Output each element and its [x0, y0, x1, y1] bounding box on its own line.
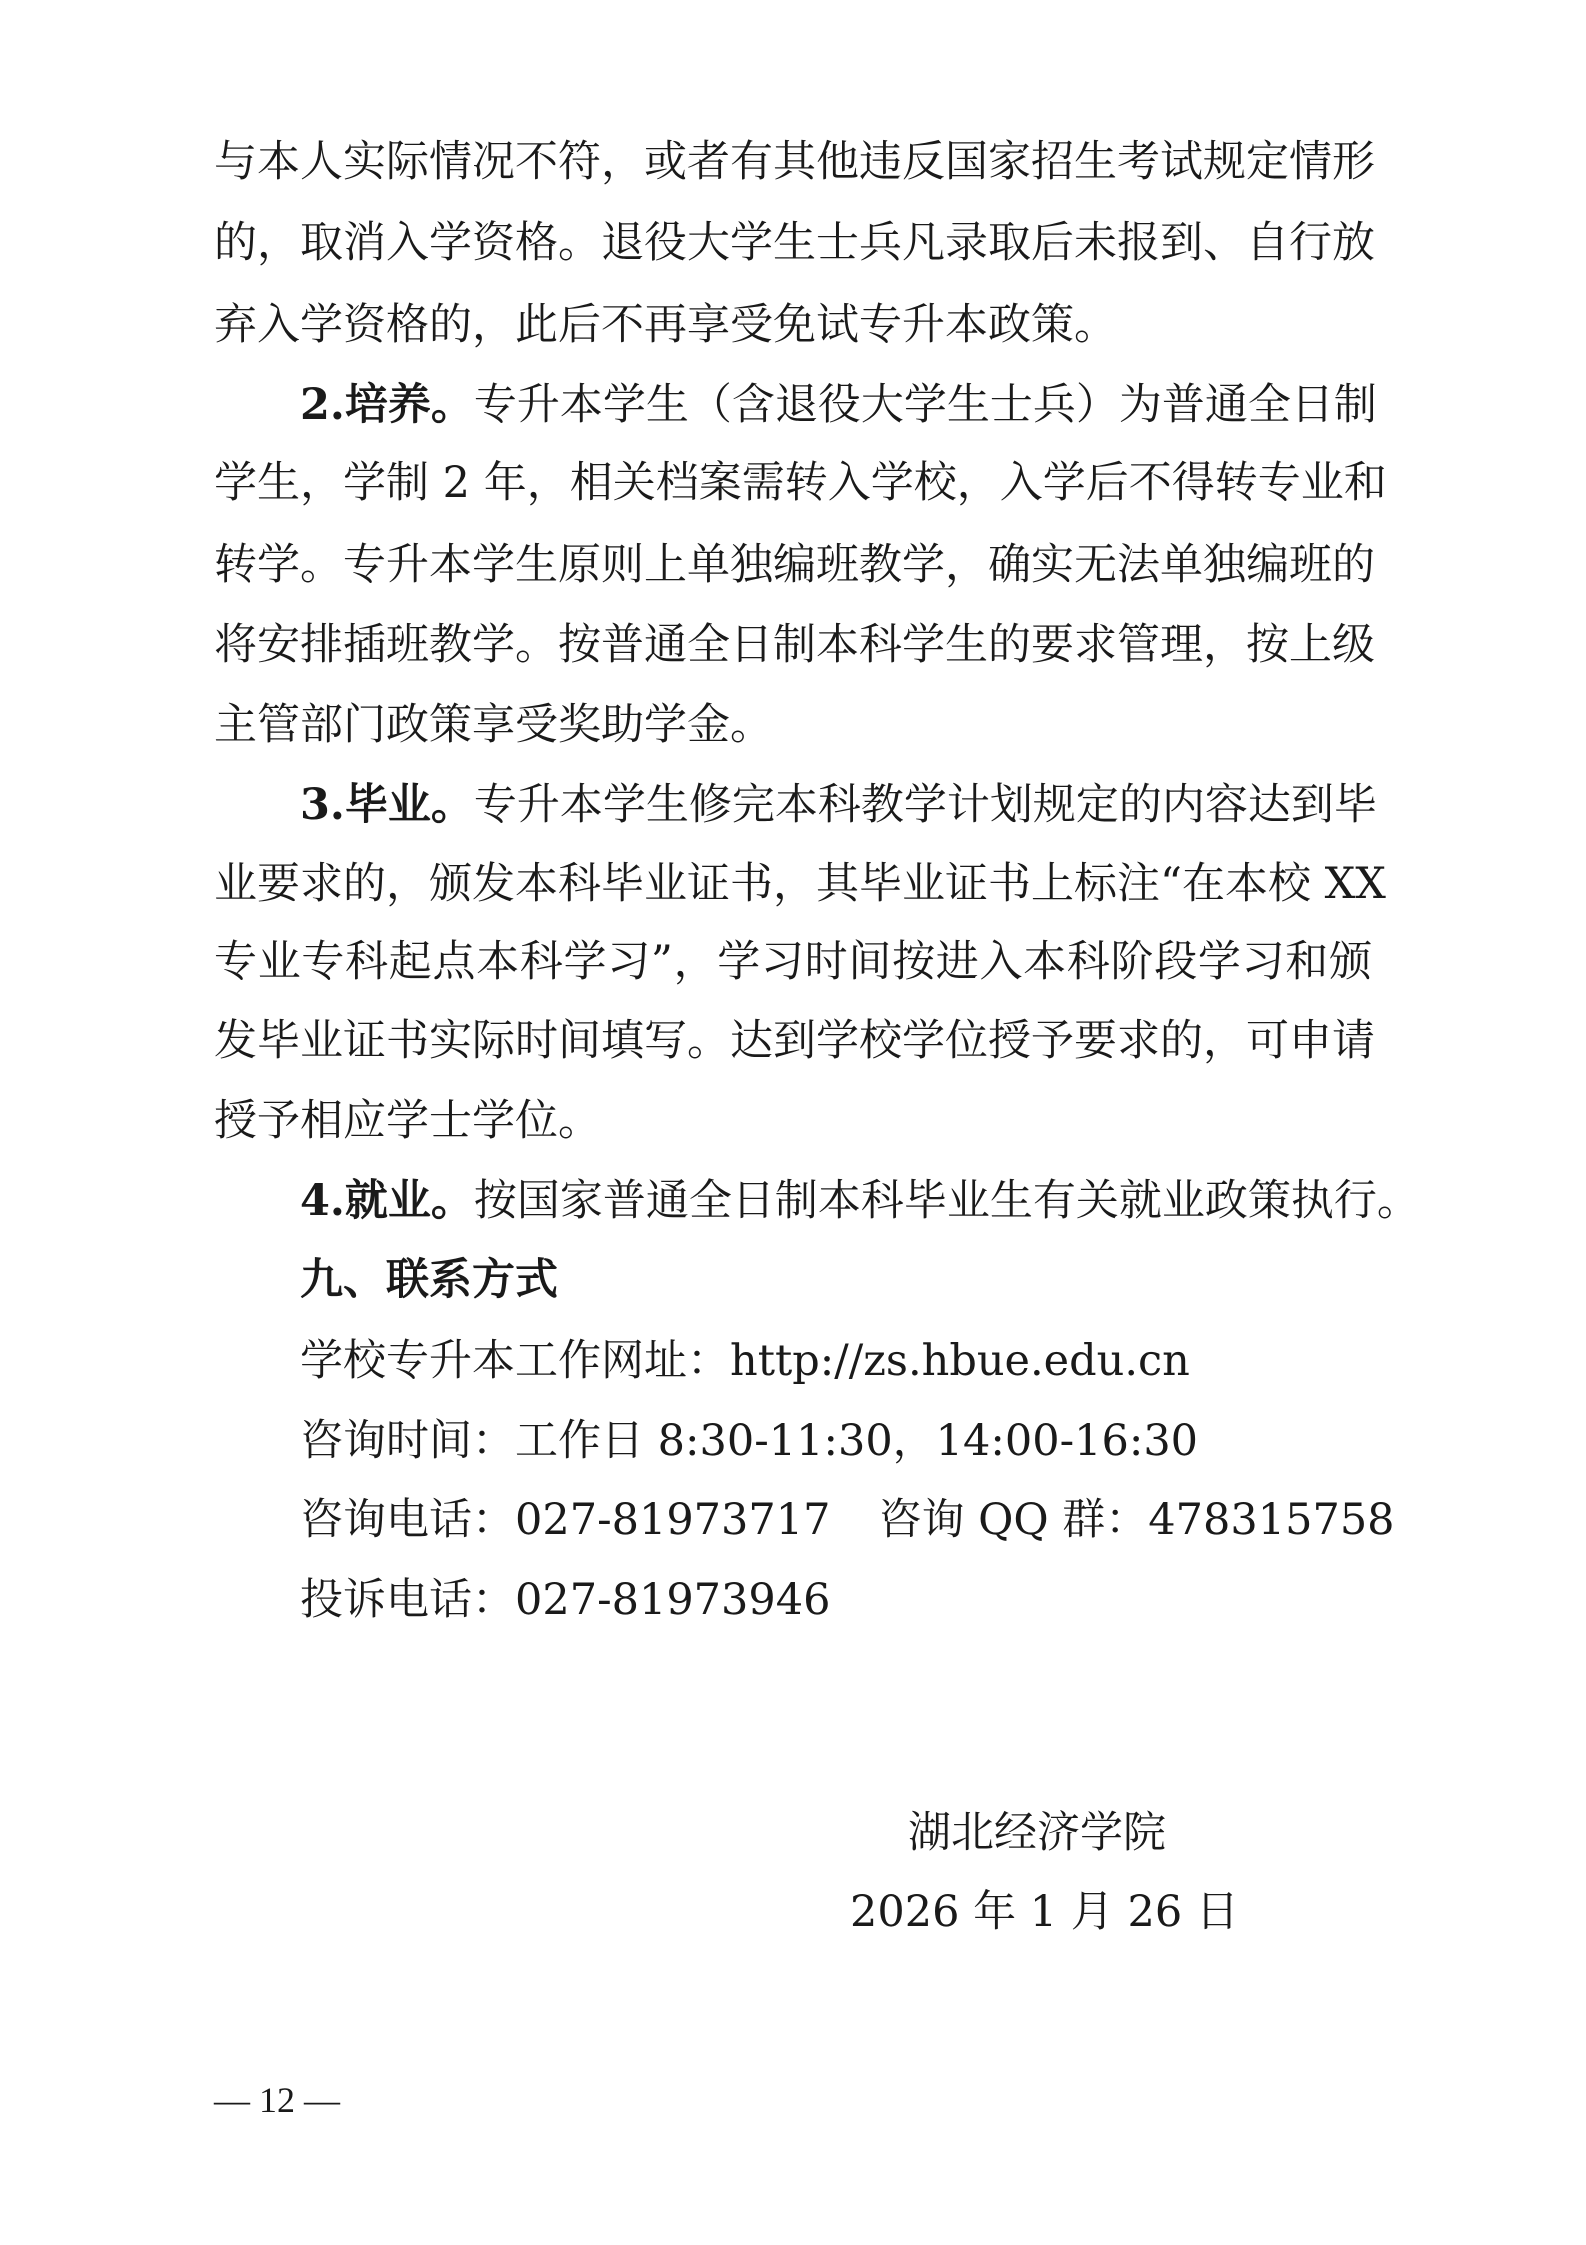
section-lead: 2.培养。	[300, 380, 474, 430]
body-text-line: 的，取消入学资格。退役大学生士兵凡录取后未报到、自行放	[214, 218, 1375, 268]
body-text-line: 发毕业证书实际时间填写。达到学校学位授予要求的，可申请	[214, 1016, 1375, 1066]
body-text-line: 学生，学制 2 年，相关档案需转入学校，入学后不得转专业和	[214, 458, 1387, 508]
section-training	[300, 375, 1377, 435]
section-graduation	[300, 775, 1377, 835]
section-lead: 4.就业。	[300, 1176, 474, 1226]
contact-qq-group: 咨询 QQ 群：478315758	[878, 1495, 1395, 1545]
contact-phone-row	[300, 1490, 1395, 1550]
body-text-line: 专升本学生（含退役大学生士兵）为普通全日制	[473, 380, 1377, 430]
body-text-line: 业要求的，颁发本科毕业证书，其毕业证书上标注“在本校 XX	[214, 859, 1386, 909]
signature-date: 2026 年 1 月 26 日	[850, 1887, 1239, 1937]
body-text-line: 专升本学生修完本科教学计划规定的内容达到毕	[473, 780, 1377, 830]
signature-org: 湖北经济学院	[908, 1808, 1166, 1858]
contact-complaint: 投诉电话：027-81973946	[300, 1575, 831, 1625]
contact-heading: 九、联系方式	[300, 1255, 558, 1305]
contact-website: 学校专升本工作网址：http://zs.hbue.edu.cn	[300, 1336, 1190, 1386]
contact-phone: 咨询电话：027-81973717	[300, 1495, 831, 1545]
section-employment	[300, 1171, 1420, 1231]
body-text-line: 专业专科起点本科学习”，学习时间按进入本科阶段学习和颁	[214, 937, 1372, 987]
body-text-line: 按国家普通全日制本科毕业生有关就业政策执行。	[473, 1176, 1420, 1226]
contact-hours: 咨询时间：工作日 8:30-11:30，14:00-16:30	[300, 1416, 1199, 1466]
body-text-line: 将安排插班教学。按普通全日制本科学生的要求管理，按上级	[214, 620, 1375, 670]
section-lead: 3.毕业。	[300, 780, 474, 830]
body-text-line: 转学。专升本学生原则上单独编班教学，确实无法单独编班的	[214, 540, 1375, 590]
page-number: — 12 —	[214, 2080, 340, 2120]
body-text-line: 与本人实际情况不符，或者有其他违反国家招生考试规定情形	[214, 137, 1375, 187]
body-text-line: 主管部门政策享受奖助学金。	[214, 700, 773, 750]
body-text-line: 弃入学资格的，此后不再享受免试专升本政策。	[214, 300, 1117, 350]
body-text-line: 授予相应学士学位。	[214, 1096, 601, 1146]
